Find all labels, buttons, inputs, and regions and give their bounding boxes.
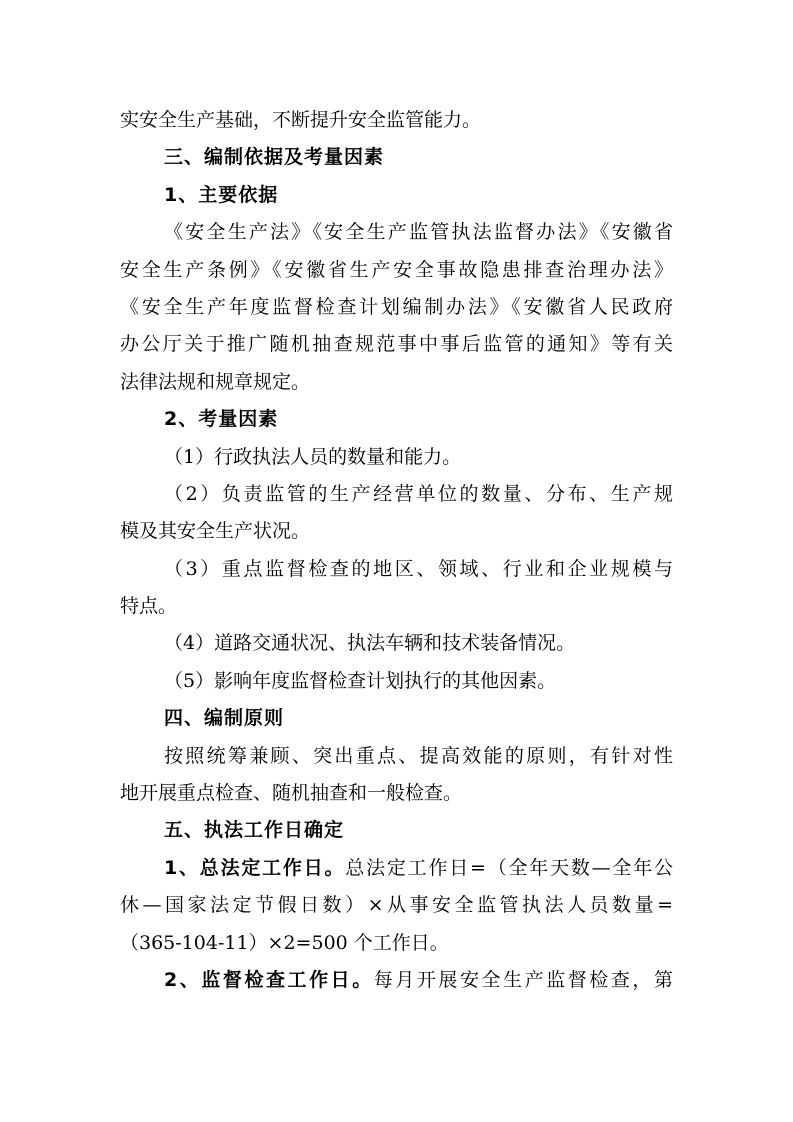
line-text: 休—国家法定节假日数）×从事安全监管执法人员数量= xyxy=(120,894,673,917)
line-text: 每月开展安全生产监督检查，第 xyxy=(373,968,673,991)
line-text: 办公厅关于推广随机抽查规范事中事后监管的通知》等有关 xyxy=(120,333,673,356)
line-text: 按照统筹兼顾、突出重点、提高效能的原则，有针对性 xyxy=(164,744,673,767)
text-line xyxy=(120,252,673,289)
text-line xyxy=(120,214,673,251)
line-text: （3）重点监督检查的地区、领域、行业和企业规模与 xyxy=(164,557,673,580)
line-text: 模及其安全生产状况。 xyxy=(120,520,311,543)
text-line xyxy=(120,850,673,887)
line-text: （2）负责监管的生产经营单位的数量、分布、生产规 xyxy=(164,482,673,505)
line-text: 实安全生产基础，不断提升安全监管能力。 xyxy=(120,109,482,131)
line-text: 安全生产条例》《安徽省生产安全事故隐患排查治理办法》 xyxy=(120,258,673,281)
line-text: 地开展重点检查、随机抽查和一般检查。 xyxy=(120,782,463,805)
text-line xyxy=(120,625,673,662)
line-text: （1）行政执法人员的数量和能力。 xyxy=(164,445,462,468)
text-line xyxy=(120,887,673,924)
section-heading xyxy=(120,812,673,849)
section-heading xyxy=(120,401,673,438)
line-text: 1、主要依据 xyxy=(164,183,279,206)
text-line xyxy=(120,588,673,625)
text-line xyxy=(120,738,673,775)
line-text: 特点。 xyxy=(120,595,178,618)
line-text: 《安全生产年度监督检查计划编制办法》《安徽省人民政府 xyxy=(120,295,673,318)
text-line xyxy=(120,102,673,139)
text-line xyxy=(120,925,673,962)
text-line xyxy=(120,364,673,401)
line-text: 总法定工作日=（全年天数—全年公 xyxy=(345,856,673,879)
section-heading xyxy=(120,700,673,737)
text-line xyxy=(120,962,673,999)
bold-lead-text: 1、总法定工作日。 xyxy=(164,856,346,879)
line-text: （365-104-11）×2=500 个工作日。 xyxy=(120,931,449,954)
text-line xyxy=(120,775,673,812)
text-line xyxy=(120,326,673,363)
line-text: 法律法规和规章规定。 xyxy=(120,370,311,393)
text-line xyxy=(120,551,673,588)
line-text: 2、考量因素 xyxy=(164,408,279,431)
line-text: 五、执法工作日确定 xyxy=(164,819,345,842)
line-text: 三、编制依据及考量因素 xyxy=(164,146,385,169)
text-line xyxy=(120,476,673,513)
line-text: （5）影响年度监督检查计划执行的其他因素。 xyxy=(164,669,557,692)
section-heading xyxy=(120,139,673,176)
document-page xyxy=(120,102,673,999)
line-text: 《安全生产法》《安全生产监管执法监督办法》《安徽省 xyxy=(164,221,673,244)
line-text: 四、编制原则 xyxy=(164,707,285,730)
section-heading xyxy=(120,177,673,214)
text-line xyxy=(120,439,673,476)
text-line xyxy=(120,289,673,326)
text-line xyxy=(120,663,673,700)
text-line xyxy=(120,513,673,550)
line-text: （4）道路交通状况、执法车辆和技术装备情况。 xyxy=(164,632,576,655)
bold-lead-text: 2、监督检查工作日。 xyxy=(164,968,374,991)
